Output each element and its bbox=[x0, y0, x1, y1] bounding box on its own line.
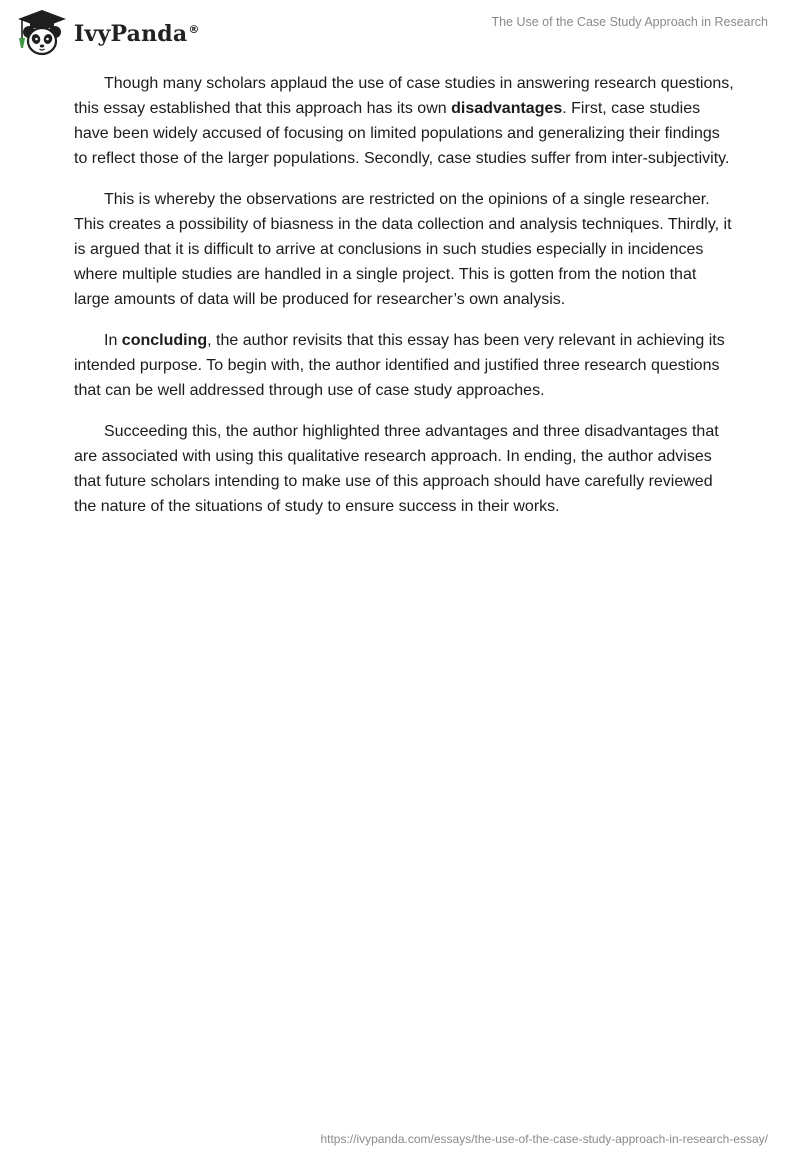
essay-body bbox=[74, 71, 734, 535]
paragraph-intersubjectivity: This is whereby the observations are restricted on the opinions of a single researcher. This creates a possibility of biasness in the data collection and analysis techniques. Thirdly, it is argued that it is difficult to arrive at conclusions in such studies especially in incidences where multiple studies are handled in a single project. This is gotten from the notion that large amounts of data will be produced for researcher’s own analysis. bbox=[74, 191, 732, 308]
ivypanda-logo[interactable] bbox=[14, 8, 200, 58]
paragraph-disadvantages: Though many scholars applaud the use of case studies in answering research questions, this essay established that this approach has its own disadvantages. First, case studies have been widely accused of focusing on limited populations and generalizing their findings to reflect those of the larger populations. Secondly, case studies suffer from inter-subjectivity. bbox=[74, 75, 734, 167]
paragraph-summary: Succeeding this, the author highlighted three advantages and three disadvantages that are associated with using this qualitative research approach. In ending, the author advises that future scholars intending to make use of this approach should have carefully reviewed the nature of the situations of study to ensure success in their works. bbox=[74, 423, 719, 515]
paragraph-concluding: In concluding, the author revisits that this essay has been very relevant in achieving its intended purpose. To begin with, the author identified and justified three research questions that can be well addressed through use of case study approaches. bbox=[74, 332, 725, 399]
page-header bbox=[0, 0, 800, 60]
logo-wordmark: IvyPanda® bbox=[74, 21, 200, 47]
source-url-link[interactable]: https://ivypanda.com/essays/the-use-of-the-case-study-approach-in-research-essay/ bbox=[320, 1132, 768, 1146]
bold-term-disadvantages: disadvantages bbox=[451, 100, 563, 117]
panda-graduation-cap-icon bbox=[14, 8, 70, 58]
running-title: The Use of the Case Study Approach in Research bbox=[491, 15, 768, 29]
bold-term-concluding: concluding bbox=[121, 332, 208, 349]
